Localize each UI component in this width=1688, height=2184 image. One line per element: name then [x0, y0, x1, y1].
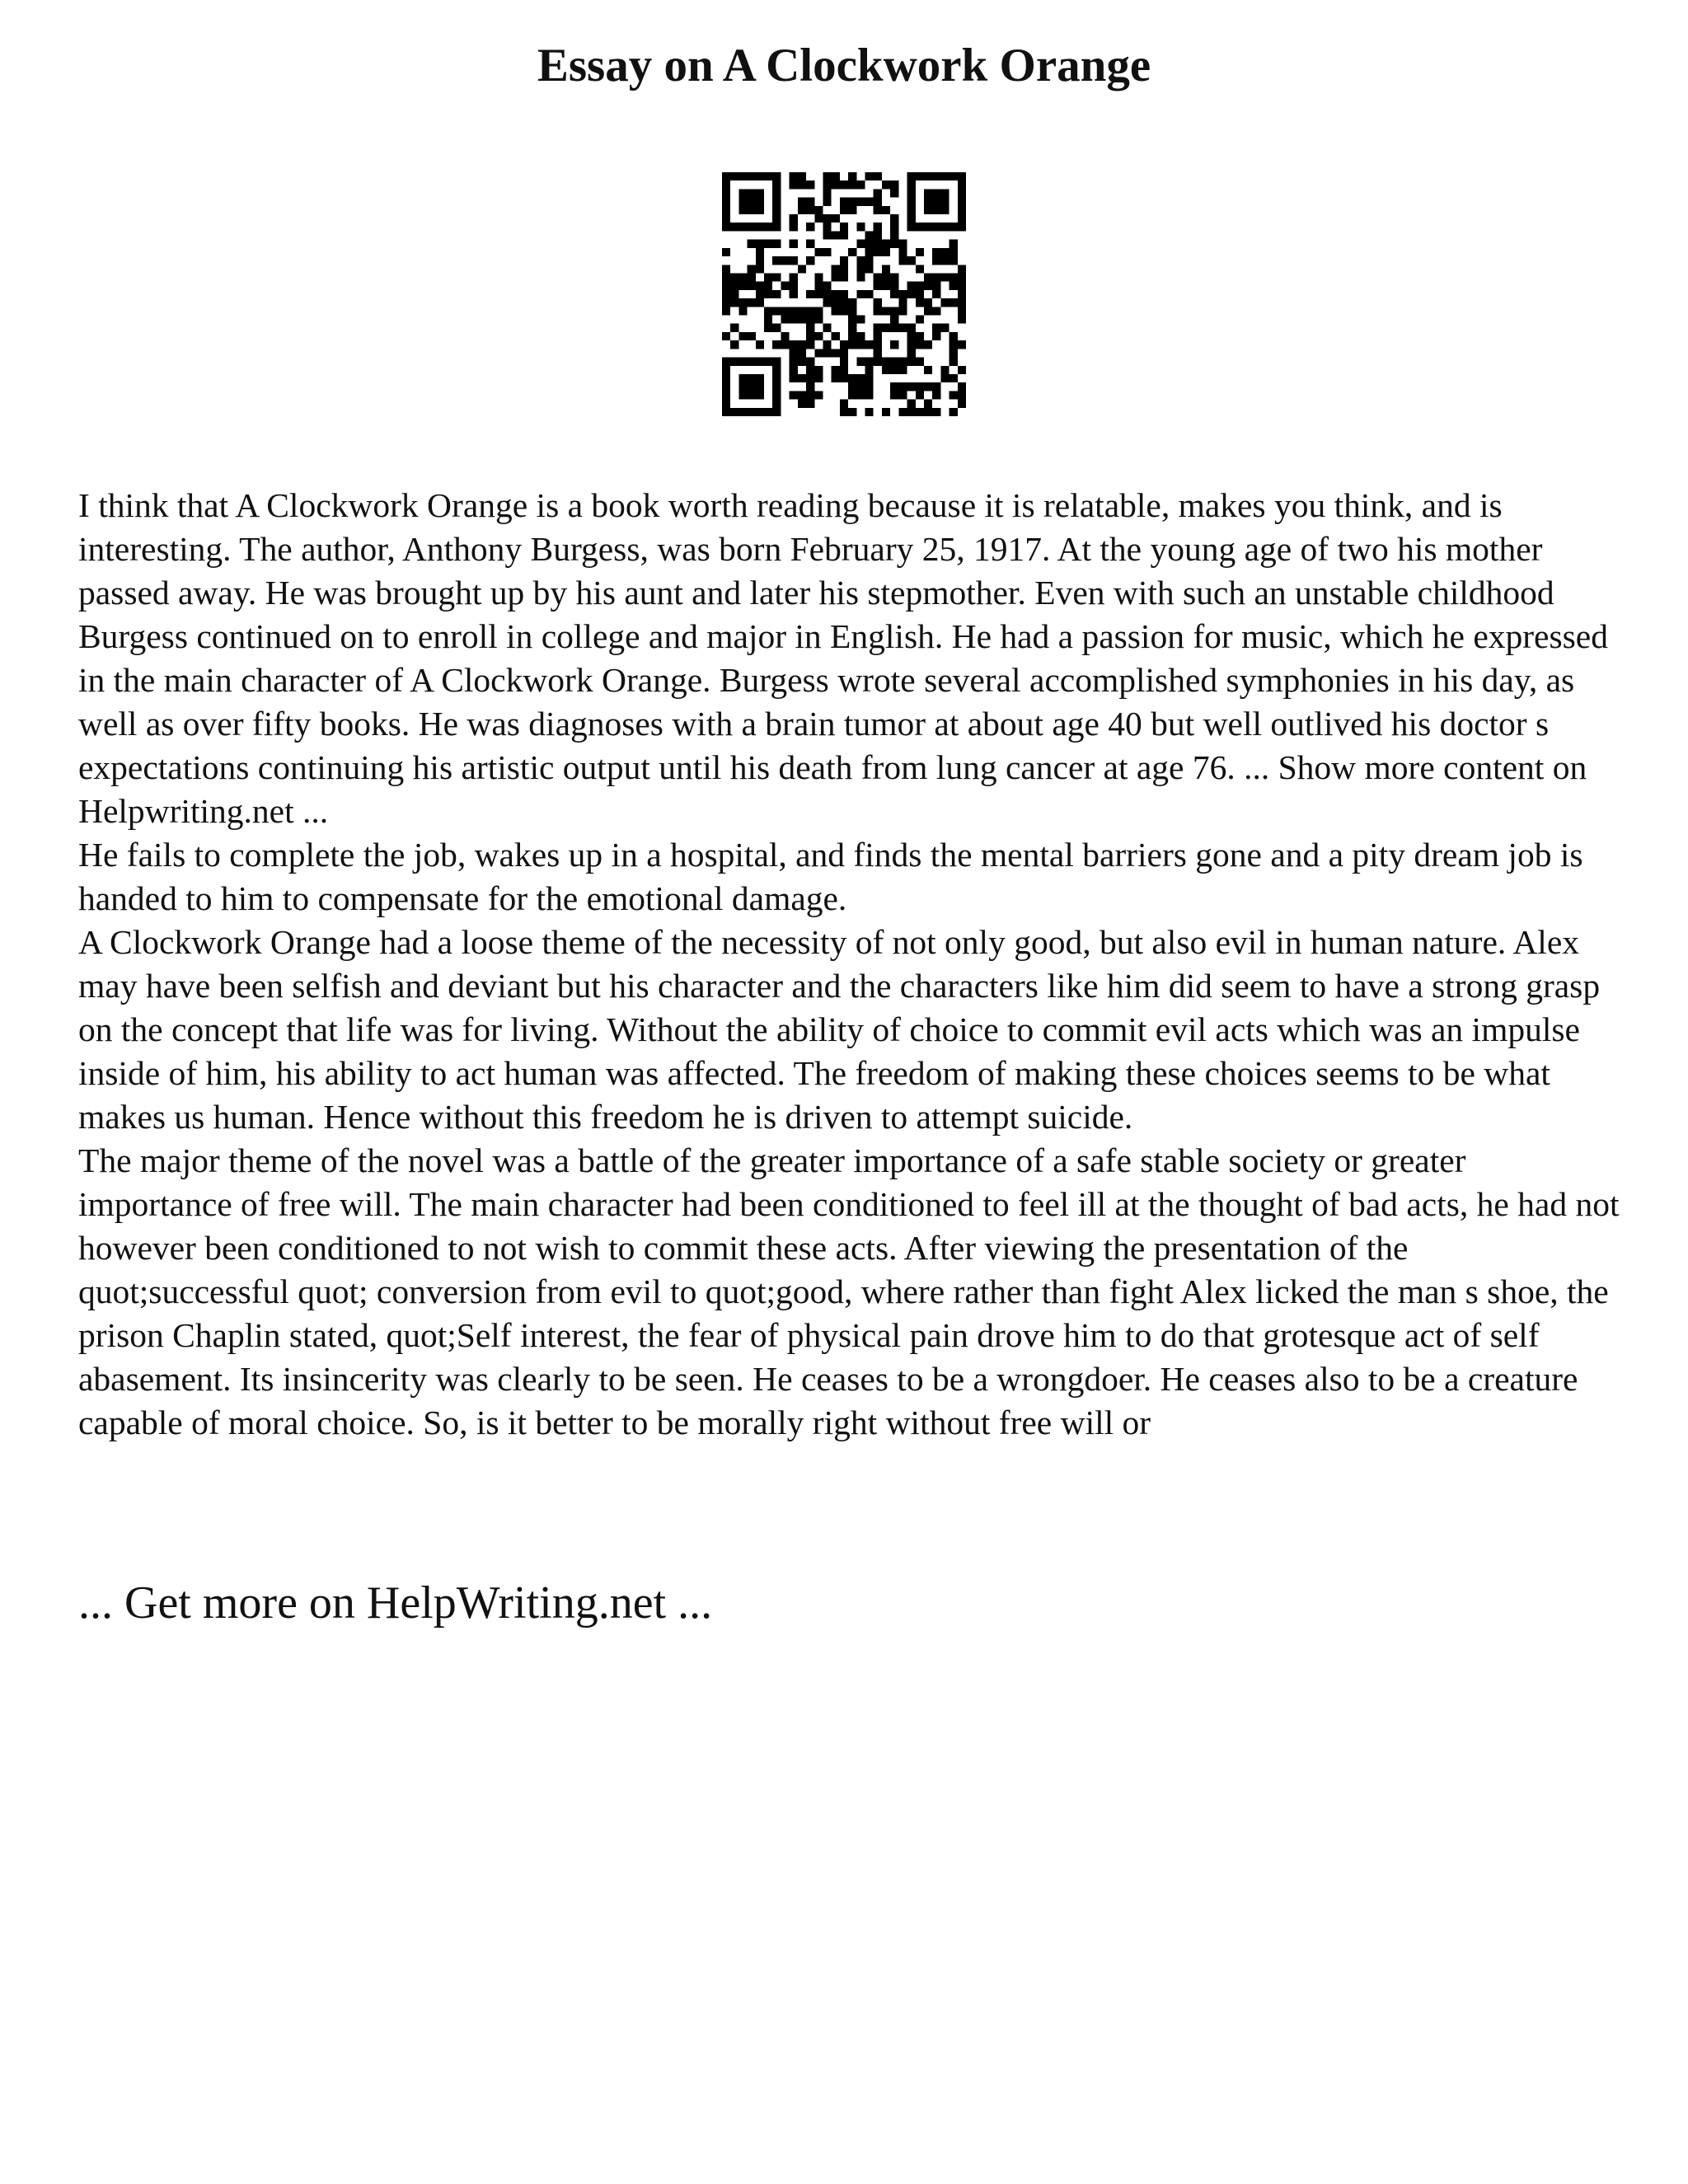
get-more-link[interactable]: ... Get more on HelpWriting.net ... [78, 1577, 713, 1629]
paragraph-theme: A Clockwork Orange had a loose theme of the necessity of not only good, but also evil in human nature. Alex may have been selfish and deviant but his character and the characters like him did seem to have a strong grasp on the concept that life was for living. Without the ability of choice to commit evil acts which was an impulse inside of him, his ability to act human was affected. The freedom of making these choices seems to be what makes us human. Hence without this freedom he is driven to attempt suicide. [78, 923, 1601, 1136]
essay-body [78, 484, 1624, 1445]
document-title: Essay on A Clockwork Orange [537, 40, 1151, 91]
paragraph-intro: I think that A Clockwork Orange is a book worth reading because it is relatable, makes you think, and is interesting. The author, Anthony Burgess, was born February 25, 1917. At the young age of two his mother passed away. He was brought up by his aunt and later his stepmother. Even with such an unstable childhood Burgess continued on to enroll in college and major in English. He had a passion for music, which he expressed in the main character of A Clockwork Orange. Burgess wrote several accomplished symphonies in his day, as well as over fifty books. He was diagnoses with a brain tumor at about age 40 but well outlived his doctor s expectations continuing his artistic output until his death from lung cancer at age 76. ... Show more content on Helpwriting.net ... [78, 486, 1608, 830]
qr-code-graphic [722, 172, 966, 416]
qr-code [722, 172, 966, 416]
paragraph-major-theme: The major theme of the novel was a battle of the greater importance of a safe stable society or greater importance of free will. The main character had been conditioned to feel ill at the thought of bad acts, he had not however been conditioned to not wish to commit these acts. After viewing the presentation of the quot;successful quot; conversion from evil to quot;good, where rather than fight Alex licked the man s shoe, the prison Chaplin stated, quot;Self interest, the fear of physical pain drove him to do that grotesque act of self abasement. Its insincerity was clearly to be seen. He ceases to be a wrongdoer. He ceases also to be a creature capable of moral choice. So, is it better to be morally right without free will or [78, 1141, 1620, 1441]
paragraph-plot: He fails to complete the job, wakes up in a hospital, and finds the mental barriers gone and a pity dream job is handed to him to compensate for the emotional damage. [78, 836, 1583, 917]
